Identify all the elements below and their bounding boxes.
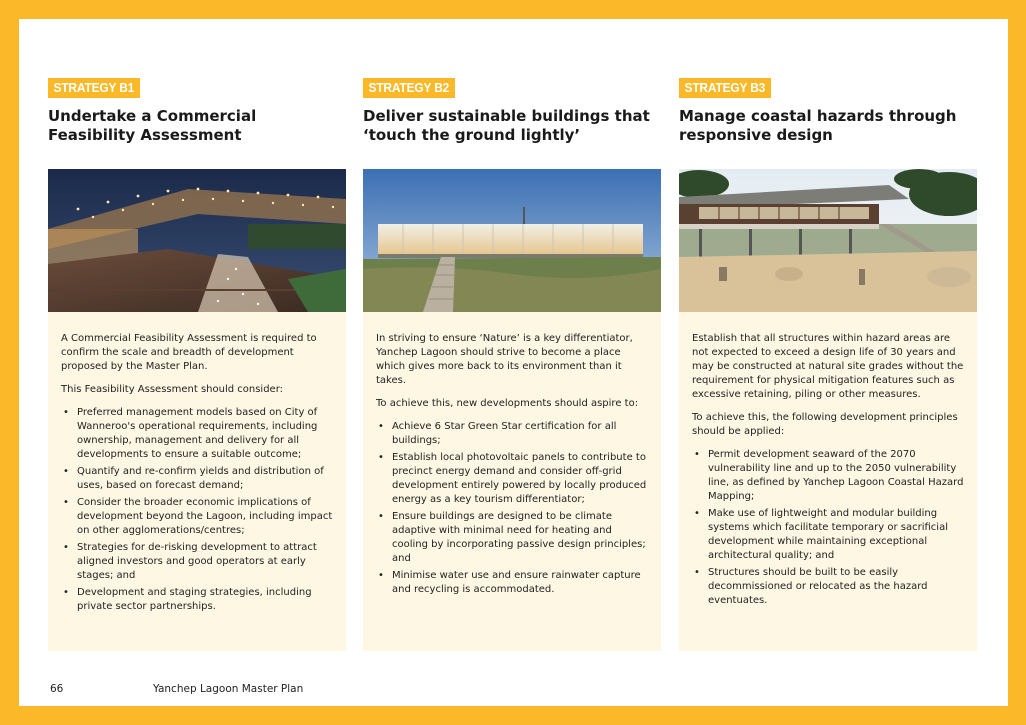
strategy-tag: STRATEGY B1	[48, 78, 140, 98]
strategy-text	[679, 312, 977, 651]
strategy-intro: A Commercial Feasibility Assessment is required to confirm the scale and breadth of development proposed by the Master Plan.	[61, 333, 317, 372]
glass-pavilion-photo	[363, 169, 661, 312]
strategy-text	[363, 312, 661, 651]
list-item: • Consider the broader economic implications of development beyond the Lagoon, including impact on other agglomerations/centres;	[61, 496, 334, 538]
page-number: 66	[50, 683, 64, 695]
list-item: • Permit development seaward of the 2070 vulnerability line and up to the 2050 vulnerability line, as defined by Yanchep Lagoon Coastal Hazard Mapping;	[692, 448, 965, 504]
list-item: • Ensure buildings are designed to be climate adaptive with minimal need for heating and cooling by incorporating passive design principles; and	[376, 510, 649, 566]
list-item: • Minimise water use and ensure rainwater capture and recycling is accommodated.	[376, 569, 649, 597]
list-item: • Make use of lightweight and modular building systems which facilitate temporary or sacrificial development while maintaining exceptional architectural quality; and	[692, 507, 965, 563]
strategy-heading: Deliver sustainable buildings that ‘touch the ground lightly’	[363, 107, 650, 144]
strategy-lead: To achieve this, new developments should aspire to:	[376, 398, 639, 409]
strategy-heading: Undertake a Commercial Feasibility Assessment	[48, 107, 257, 144]
list-item: • Quantify and re-confirm yields and distribution of uses, based on forecast demand;	[61, 465, 334, 493]
strategy-lead: To achieve this, the following development principles should be applied:	[692, 412, 958, 437]
strategy-intro: Establish that all structures within hazard areas are not expected to exceed a design life of 30 years and may be constructed at natural site grades without the requirement for physical mitigation features such as excessive retaining, piling or other measures.	[692, 333, 964, 400]
strategy-tag: STRATEGY B2	[363, 78, 455, 98]
list-item: • Achieve 6 Star Green Star certification for all buildings;	[376, 420, 649, 448]
strategy-tag: STRATEGY B3	[679, 78, 771, 98]
strategy-bullet-list	[61, 406, 334, 614]
list-item: • Preferred management models based on City of Wanneroo's operational requirements, including ownership, management and delivery for all developments to ensure a suitable outcome;	[61, 406, 334, 462]
list-item: • Establish local photovoltaic panels to contribute to precinct energy demand and consider off-grid development entirely powered by locally produced energy as a key tourism differentiator;	[376, 451, 649, 507]
plaza-night-photo	[48, 169, 346, 312]
document-title: Yanchep Lagoon Master Plan	[153, 683, 304, 695]
coastal-building-photo	[679, 169, 977, 312]
strategy-intro: In striving to ensure ‘Nature’ is a key differentiator, Yanchep Lagoon should strive to become a place which gives more back to its environment than it takes.	[376, 333, 633, 386]
strategy-heading: Manage coastal hazards through responsive design	[679, 107, 957, 144]
strategy-bullet-list	[692, 448, 965, 608]
strategy-lead: This Feasibility Assessment should consider:	[61, 384, 284, 395]
document-page	[19, 19, 1008, 706]
list-item: • Strategies for de-risking development to attract aligned investors and good operators at early stages; and	[61, 541, 334, 583]
list-item: • Development and staging strategies, including private sector partnerships.	[61, 586, 334, 614]
strategy-text	[48, 312, 346, 651]
list-item: • Structures should be built to be easily decommissioned or relocated as the hazard eventuates.	[692, 566, 965, 608]
strategy-bullet-list	[376, 420, 649, 597]
